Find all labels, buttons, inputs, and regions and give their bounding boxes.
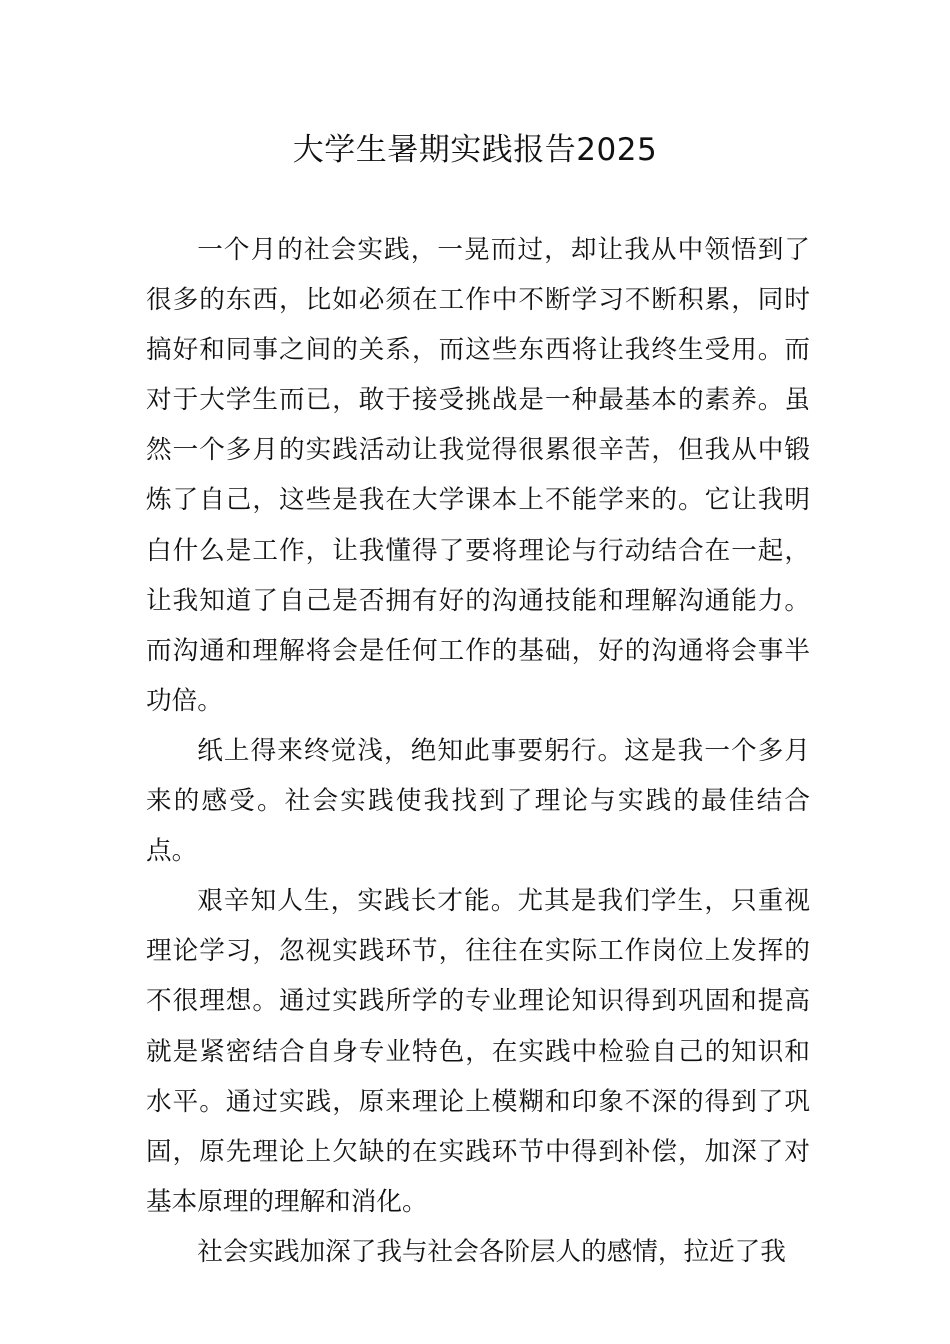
document-body <box>146 225 810 1277</box>
paragraph-2: 纸上得来终觉浅，绝知此事要躬行。这是我一个多月来的感受。社会实践使我找到了理论与实践的最佳结合点。 <box>146 735 810 867</box>
document-title: 大学生暑期实践报告2025 <box>292 132 658 168</box>
paragraph-1: 一个月的社会实践，一晃而过，却让我从中领悟到了很多的东西，比如必须在工作中不断学习不断积累，同时搞好和同事之间的关系，而这些东西将让我终生受用。而对于大学生而已，敢于接受挑战是一种最基本的素养。虽然一个多月的实践活动让我觉得很累很辛苦，但我从中锻炼了自己，这些是我在大学课本上不能学来的。它让我明白什么是工作，让我懂得了要将理论与行动结合在一起，让我知道了自己是否拥有好的沟通技能和理解沟通能力。而沟通和理解将会是任何工作的基础，好的沟通将会事半功倍。 <box>146 235 810 716</box>
paragraph-3: 艰辛知人生，实践长才能。尤其是我们学生，只重视理论学习，忽视实践环节，往往在实际工作岗位上发挥的不很理想。通过实践所学的专业理论知识得到巩固和提高就是紧密结合自身专业特色，在实践中检验自己的知识和水平。通过实践，原来理论上模糊和印象不深的得到了巩固，原先理论上欠缺的在实践环节中得到补偿，加深了对基本原理的理解和消化。 <box>146 886 810 1217</box>
paragraph-4: 社会实践加深了我与社会各阶层人的感情，拉近了我 <box>197 1236 786 1267</box>
